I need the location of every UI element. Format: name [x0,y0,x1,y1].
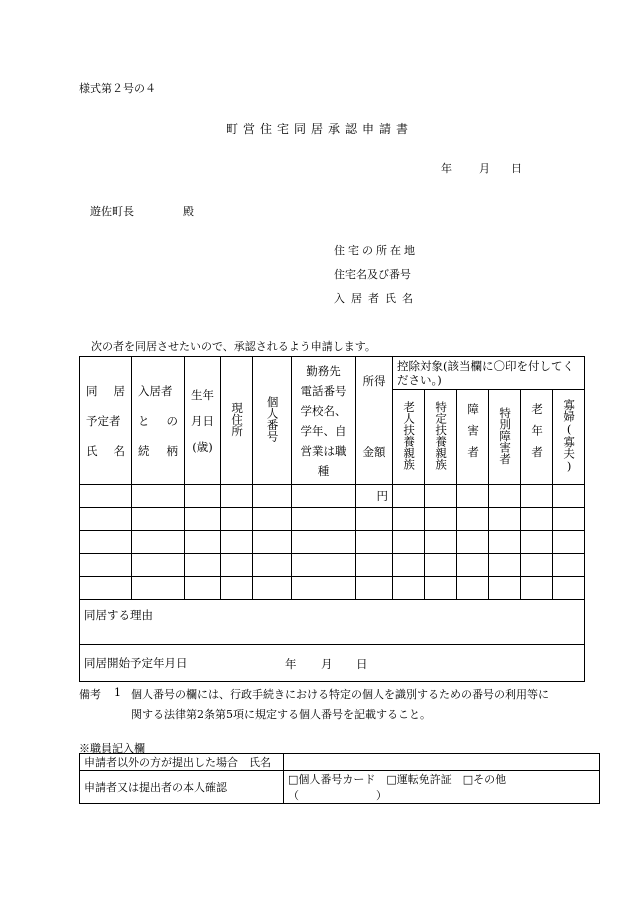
header-cohabitant-name: 同 居 予定者 氏 名 [80,357,132,485]
remarks-number: 1 [114,686,121,699]
reason-field[interactable] [80,600,585,645]
reason-label: 同居する理由 [84,608,153,622]
header-elderly-dependent: 老人扶養親族 [393,390,425,485]
header-relationship: 入居者 と の 続 柄 [132,357,185,485]
table-row [80,531,585,554]
page-title: 町営住宅同居承認申請書 [226,122,414,136]
table-row [80,508,585,531]
date-year-label: 年 [441,162,452,175]
resident-name-label: 入居者氏名 [334,292,419,305]
start-year-label: 年 [285,657,297,671]
header-specified-dependent: 特定扶養親族 [425,390,457,485]
header-aged: 老年者 [521,390,553,485]
table-row [80,554,585,577]
form-number: 様式第２号の４ [79,82,156,95]
staff-row1-value[interactable] [284,754,600,771]
header-workplace: 勤務先 電話番号 学校名、 学年、自 営業は職 種 [292,357,356,485]
table-row [80,485,585,508]
remarks-line-2: 関する法律第2条第5項に規定する個人番号を記載すること。 [131,708,431,721]
staff-table [79,753,600,804]
start-day-label: 日 [356,657,368,671]
housing-label: 住宅名及び番号 [334,268,411,281]
header-widow: 寡婦(寡夫) [553,390,585,485]
table-row [80,577,585,600]
header-current-address: 現住所 [221,357,253,485]
start-date-field[interactable] [80,645,585,682]
header-disabled: 障害者 [457,390,489,485]
remarks-label: 備考 [79,688,101,701]
header-income: 所得 金額 [356,357,393,485]
date-month-label: 月 [479,162,490,175]
addressee-honorific: 殿 [183,205,194,218]
header-birthdate: 生年 月日 (歳) [185,357,221,485]
staff-section-title: ※職員記入欄 [79,742,145,755]
header-my-number: 個人番号 [253,357,292,485]
intro-text: 次の者を同居させたいので、承認されるよう申請します。 [91,340,376,353]
start-month-label: 月 [321,657,333,671]
staff-row1-label: 申請者以外の方が提出した場合 氏名 [80,754,284,771]
staff-row2-label: 申請者又は提出者の本人確認 [80,771,284,804]
yen-unit: 円 [356,485,393,508]
staff-row2-value[interactable]: □個人番号カード □運転免許証 □その他（ ） [284,771,600,804]
header-special-disabled: 特別障害者 [489,390,521,485]
date-day-label: 日 [511,162,522,175]
remarks-line-1: 個人番号の欄には、行政手続きにおける特定の個人を識別するための番号の利用等に [131,688,549,701]
cohabitant-table [79,356,585,682]
addressee-name: 遊佐町長 [90,205,134,218]
address-label: 住宅の所在地 [334,244,418,257]
start-date-label: 同居開始予定年月日 [84,656,188,670]
header-deduction: 控除対象(該当欄に〇印を付してください。) [393,357,585,390]
